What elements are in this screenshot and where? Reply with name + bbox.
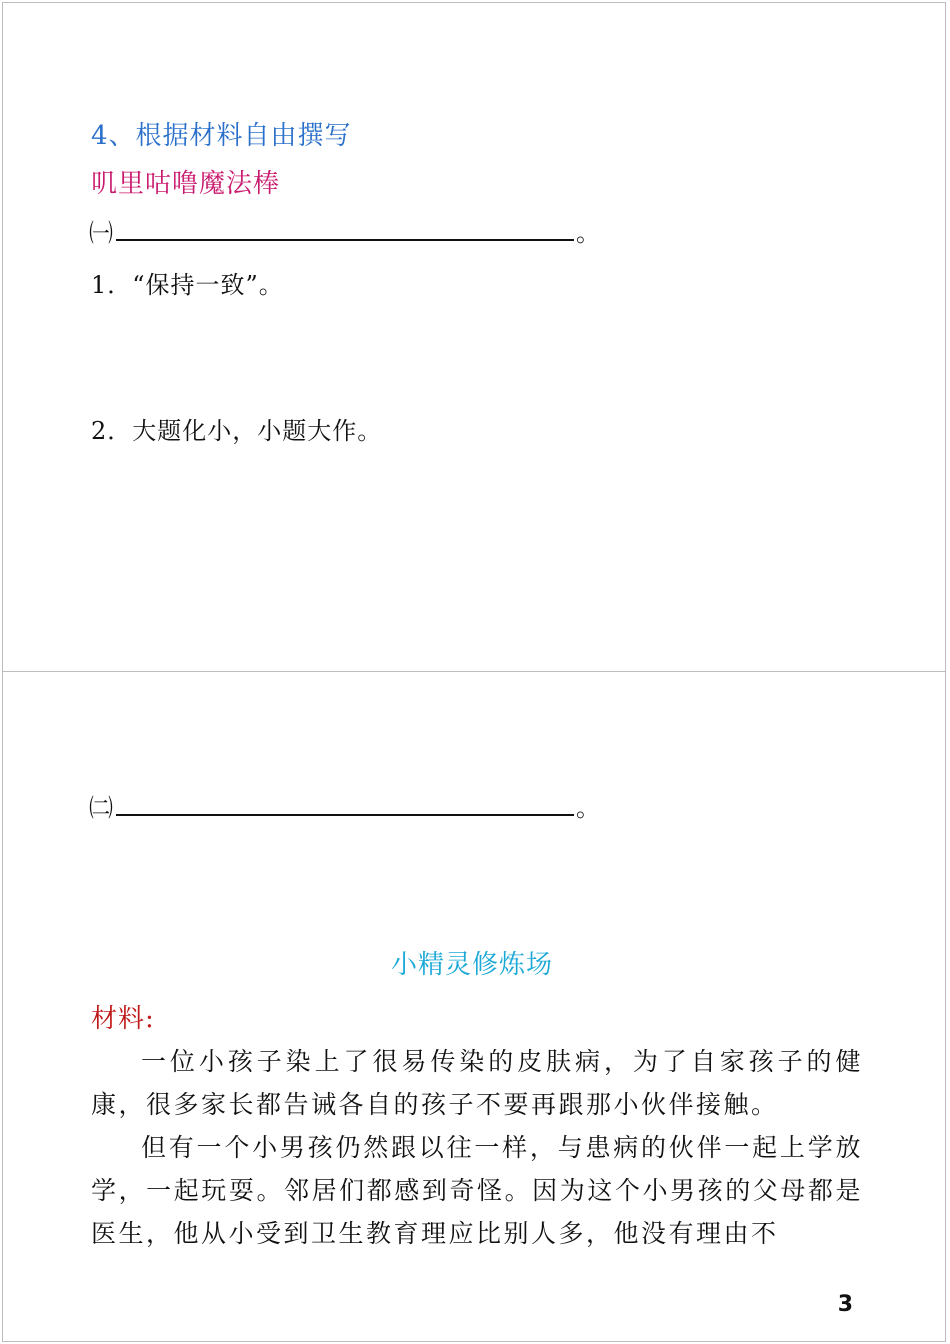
- section-title: 4、根据材料自由撰写: [91, 121, 352, 151]
- material-text: [91, 1040, 863, 1255]
- slide-bottom: [2, 671, 946, 1342]
- slide-top: [2, 2, 946, 672]
- item-1: 1．“保持一致”。: [91, 271, 284, 299]
- subtitle: 叽里咕噜魔法棒: [91, 169, 281, 199]
- item-2: 2．大题化小，小题大作。: [91, 417, 383, 445]
- fill-blank-1: [89, 213, 601, 248]
- blank-2-end: 。: [576, 794, 601, 822]
- page-number: 3: [837, 1292, 853, 1317]
- blank-line-2: [116, 800, 574, 816]
- paragraph-2: 但有一个小男孩仍然跟以往一样，与患病的伙伴一起上学放学，一起玩耍。邻居们都感到奇怪。因为这个小男孩的父母都是医生，他从小受到卫生教育理应比别人多，他没有理由不: [91, 1133, 863, 1248]
- blank-1-end: 。: [576, 219, 601, 247]
- blank-2-label: ㈡: [89, 794, 114, 822]
- blank-1-label: ㈠: [89, 219, 114, 247]
- practice-heading: 小精灵修炼场: [391, 950, 554, 980]
- paragraph-1: 一位小孩子染上了很易传染的皮肤病，为了自家孩子的健康，很多家长都告诫各自的孩子不要再跟那小伙伴接触。: [91, 1047, 863, 1119]
- blank-line-1: [116, 225, 574, 241]
- fill-blank-2: [89, 788, 601, 823]
- material-label: 材料:: [91, 1004, 155, 1034]
